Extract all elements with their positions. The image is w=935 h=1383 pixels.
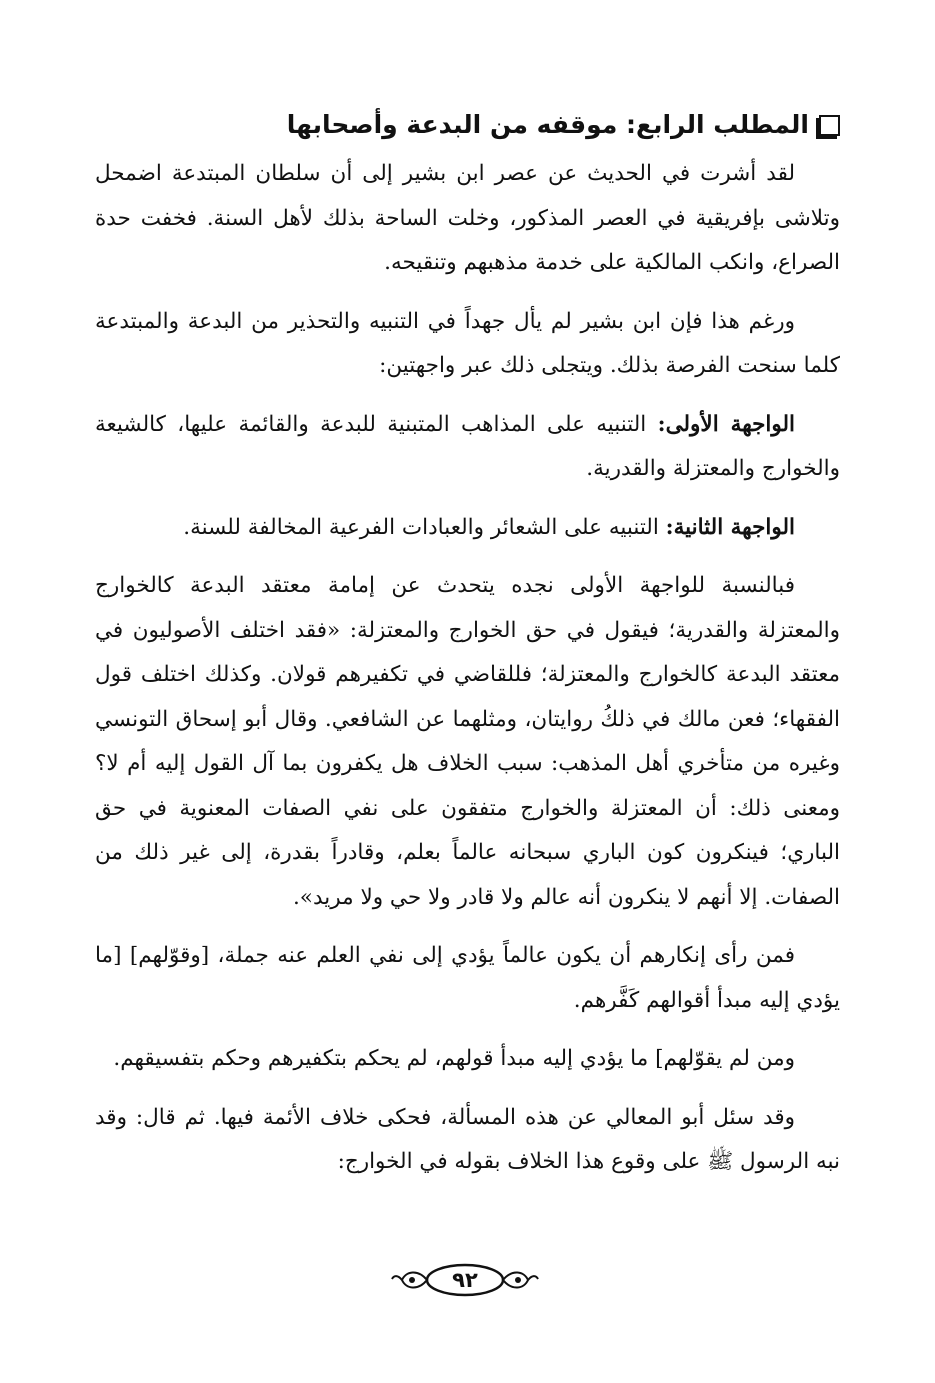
page-number: ٩٢: [452, 1268, 478, 1292]
paragraph-6: فمن رأى إنكارهم أن يكون عالماً يؤدي إلى نفي العلم عنه جملة، [وقوّلهم] [ما يؤدي إليه مبدأ أقوالهم كَفَّرهم.: [95, 943, 840, 1013]
first-aspect-label: الواجهة الأولى:: [657, 411, 796, 437]
first-aspect-text: التنبيه على المذاهب المتبنية للبدعة والقائمة عليها، كالشيعة والخوارج والمعتزلة والقدرية.: [95, 411, 840, 481]
section-heading-text: المطلب الرابع: موقفه من البدعة وأصحابها: [286, 110, 809, 139]
paragraph-1: لقد أشرت في الحديث عن عصر ابن بشير إلى أن سلطان المبتدعة اضمحل وتلاشى بإفريقية في العصر المذكور، وخلت الساحة بذلك لأهل السنة. فخفت حدة الصراع، وانكب المالكية على خدمة مذهبهم وتنقيحه.: [95, 161, 840, 275]
page-number-ornament: [390, 1255, 540, 1305]
paragraph-5: فبالنسبة للواجهة الأولى نجده يتحدث عن إمامة معتقد البدعة كالخوارج والمعتزلة والقدرية؛ فيقول في حق الخوارج والمعتزلة: «فقد اختلف الأصوليون في معتقد البدعة كالخوارج والمعتزلة؛ فللقاضي في تكفيرهم قولان. وكذلك اختلف قول الفقهاء؛ فعن مالك في ذلكُ روايتان، ومثلهما عن الشافعي. وقال أبو إسحاق التونسي وغيره من متأخري أهل المذهب: سبب الخلاف هل يكفرون بما آل القول إليه أم لا؟ ومعنى ذلك: أن المعتزلة والخوارج متفقون على نفي الصفات المعنوية في حق الباري؛ فينكرون كون الباري سبحانه عالماً بعلم، وقادراً بقدرة، إلى غير ذلك من الصفات. إلا أنهم لا ينكرون أنه عالم ولا قادر ولا حي ولا مريد».: [95, 573, 840, 910]
paragraph-4: [95, 506, 840, 551]
section-heading: [95, 100, 840, 150]
checkbox-square-icon: [819, 115, 840, 136]
paragraph-3: [95, 403, 840, 492]
second-aspect-label: الواجهة الثانية:: [665, 514, 795, 540]
page-body: [95, 100, 840, 1185]
paragraph-7: ومن لم يقوّلهم] ما يؤدي إليه مبدأ قولهم، لم يحكم بتكفيرهم وحكم بتفسيقهم.: [113, 1046, 795, 1071]
second-aspect-text: التنبيه على الشعائر والعبادات الفرعية المخالفة للسنة.: [183, 514, 666, 540]
paragraph-8: وقد سئل أبو المعالي عن هذه المسألة، فحكى خلاف الأئمة فيها. ثم قال: وقد نبه الرسول ﷺ على وقوع هذا الخلاف بقوله في الخوارج:: [95, 1104, 840, 1174]
paragraph-2: ورغم هذا فإن ابن بشير لم يأل جهداً في التنبيه والتحذير من البدعة والمبتدعة كلما سنحت الفرصة بذلك. ويتجلى ذلك عبر واجهتين:: [95, 308, 840, 378]
